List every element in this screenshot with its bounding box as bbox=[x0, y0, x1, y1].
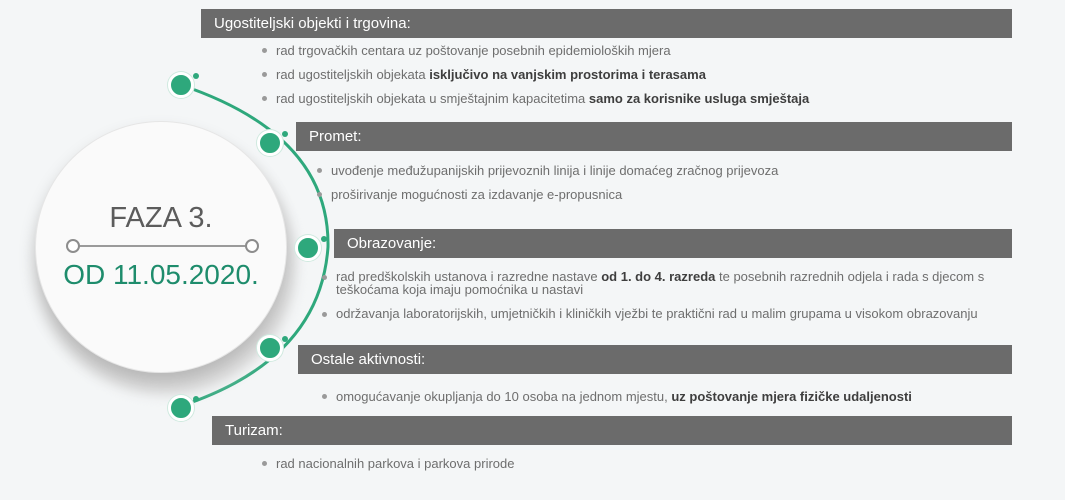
list-ostale bbox=[319, 389, 912, 413]
timeline-nub-ugostiteljski bbox=[193, 73, 199, 79]
phase-date: OD 11.05.2020. bbox=[63, 259, 259, 290]
list-obrazovanje bbox=[319, 270, 1009, 329]
section-header-turizam: Turizam: bbox=[212, 416, 1012, 445]
list-item: uvođenje međužupanijskih prijevoznih linija i linije domaćeg zračnog prijevoza bbox=[314, 163, 778, 178]
list-ugostiteljski bbox=[259, 43, 809, 115]
section-header-promet: Promet: bbox=[296, 122, 1012, 151]
list-item: proširivanje mogućnosti za izdavanje e-propusnica bbox=[314, 187, 778, 202]
list-item: održavanja laboratorijskih, umjetničkih i kliničkih vježbi te praktični rad u malim grupama u visokom obrazovanju bbox=[319, 307, 1009, 320]
timeline-nub-promet bbox=[282, 131, 288, 137]
section-header-ugostiteljski: Ugostiteljski objekti i trgovina: bbox=[201, 9, 1012, 38]
list-item: omogućavanje okupljanja do 10 osoba na jednom mjestu, uz poštovanje mjera fizičke udaljenosti bbox=[319, 389, 912, 404]
list-item: rad nacionalnih parkova i parkova prirode bbox=[259, 456, 514, 471]
list-item: rad ugostiteljskih objekata u smještajnim kapacitetima samo za korisnike usluga smještaja bbox=[259, 91, 809, 106]
timeline-nub-turizam bbox=[193, 396, 199, 402]
timeline-node-promet bbox=[257, 130, 283, 156]
timeline-node-ugostiteljski bbox=[168, 72, 194, 98]
list-item: rad ugostiteljskih objekata isključivo na vanjskim prostorima i terasama bbox=[259, 67, 809, 82]
list-item: rad trgovačkih centara uz poštovanje posebnih epidemioloških mjera bbox=[259, 43, 809, 58]
divider-left-dot bbox=[66, 239, 80, 253]
timeline-node-ostale bbox=[257, 335, 283, 361]
list-turizam bbox=[259, 456, 514, 480]
timeline-nub-ostale bbox=[282, 336, 288, 342]
phase-title: FAZA 3. bbox=[109, 202, 213, 234]
timeline-nub-obrazovanje bbox=[321, 236, 327, 242]
timeline-node-obrazovanje bbox=[295, 235, 321, 261]
section-header-ostale: Ostale aktivnosti: bbox=[298, 345, 1012, 374]
section-header-obrazovanje: Obrazovanje: bbox=[334, 229, 1012, 258]
list-promet bbox=[314, 163, 778, 211]
divider-right-dot bbox=[245, 239, 259, 253]
list-item: rad predškolskih ustanova i razredne nastave od 1. do 4. razreda te posebnih razrednih odjela i rada s djecom s teškoćama koja imaju pomoćnika u nastavi bbox=[319, 270, 1009, 296]
phase-divider bbox=[78, 245, 246, 247]
timeline-node-turizam bbox=[168, 395, 194, 421]
